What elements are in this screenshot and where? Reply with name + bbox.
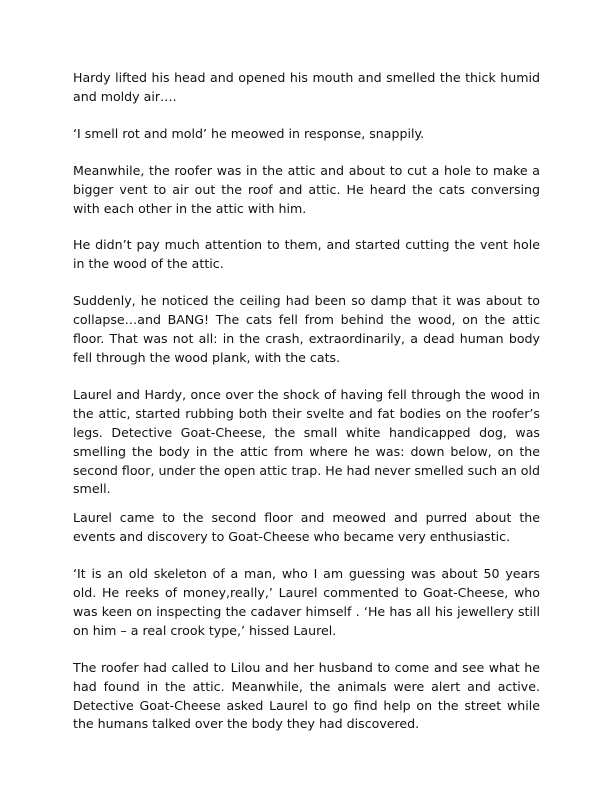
- paragraph: ‘I smell rot and mold’ he meowed in response, snappily.: [73, 125, 425, 141]
- paragraph: The roofer had called to Lilou and her husband to come and see what he had found in the attic. Meanwhile, the animals were alert and active. Detective Goat-Cheese asked Laurel to go find help on the street while the humans talked over the body they had discovered.: [73, 659, 540, 732]
- body-text: [73, 69, 540, 734]
- paragraph: Laurel and Hardy, once over the shock of having fell through the wood in the attic, started rubbing both their svelte and fat bodies on the roofer’s legs. Detective Goat-Cheese, the small white handicapped dog, was smelling the body in the attic from where he was: down below, on the second floor, under the open attic trap. He had never smelled such an old smell.: [73, 386, 540, 497]
- paragraph: Laurel came to the second floor and meowed and purred about the events and discovery to Goat-Cheese who became very enthusiastic.: [73, 510, 540, 545]
- paragraph: ‘It is an old skeleton of a man, who I am guessing was about 50 years old. He reeks of money,really,’ Laurel commented to Goat-Cheese, who was keen on inspecting the cadaver himself . ‘He has all his jewellery still on him – a real crook type,’ hissed Laurel.: [73, 566, 540, 638]
- paragraph: Suddenly, he noticed the ceiling had been so damp that it was about to collapse…and BANG! The cats fell from behind the wood, on the attic floor. That was not all: in the crash, extraordinarily, a dead human body fell through the wood plank, with the cats.: [73, 293, 540, 365]
- paragraph: Meanwhile, the roofer was in the attic and about to cut a hole to make a bigger vent to air out the roof and attic. He heard the cats conversing with each other in the attic with him.: [73, 162, 540, 216]
- paragraph: Hardy lifted his head and opened his mouth and smelled the thick humid and moldy air….: [73, 70, 540, 104]
- paragraph: He didn’t pay much attention to them, and started cutting the vent hole in the wood of the attic.: [73, 237, 540, 272]
